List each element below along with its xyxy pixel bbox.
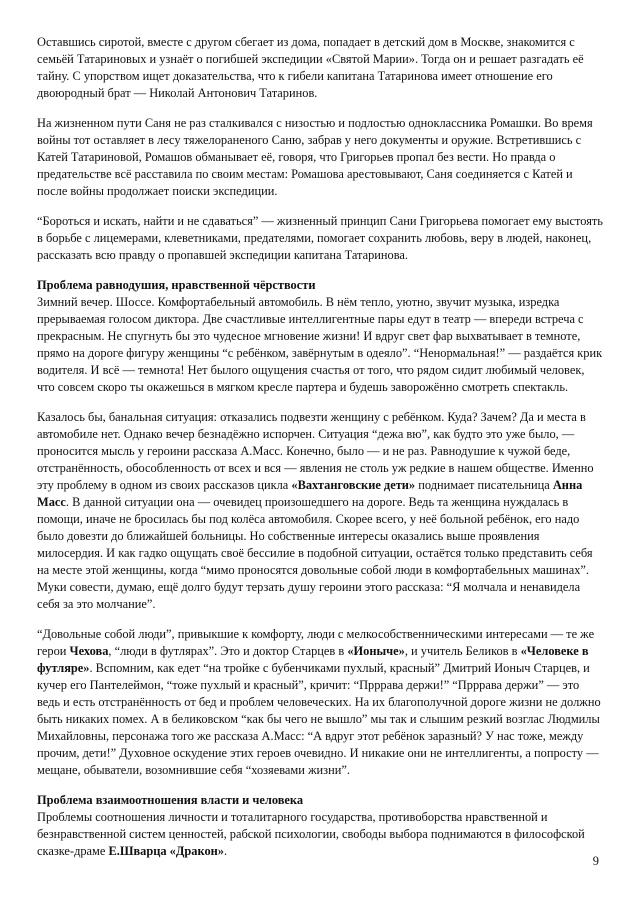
work-man-in-case: «Человеке в футляре» [37,644,589,675]
text-run: . [224,844,228,858]
book-title-vakhtangov-children: «Вахтанговские дети» [291,478,416,492]
text-run: Проблемы соотношения личности и тоталитарного государства, противоборства нравственной и безнравственной систем ценностей, рабской психологии, свободы выбора поднимаются в философской сказке-драме [37,810,585,858]
section-heading-power: Проблема взаимоотношения власти и человека [37,793,304,807]
text-run: . В данной ситуации она — очевидец произошедшего на дороге. Ведь та женщина нуждалась в помощи, иначе не бросилась бы под колёса автомобиля. Скорее всего, у неё больной ребёнок, его надо было довезти до ближайшей больницы. Но собственные интересы оказались выше проявления милосердия. И как гадко ощущать своё бессилие в подобной ситуации, остаётся только представить себя на месте этой женщины, когда “мимо проносятся довольные собой люди в комфортабельных машинах”. Муки совести, думаю, ещё долго будут терзать душу героини этого рассказа: “Я молчала и ненавидела себя за это молчание”. [37,495,593,611]
section-power-and-man [37,792,603,860]
page-number: 9 [592,854,599,868]
section-heading-indifference: Проблема равнодушия, нравственной чёрствости [37,278,316,292]
paragraph-banal-situation [37,409,603,613]
text-run: Казалось бы, банальная ситуация: отказались подвезти женщину с ребёнком. Куда? Зачем? Да и места в автомобиле нет. Однако вечер безнадёжно испорчен. Ситуация “дежа вю”, как будто это уже было, — проносится мысль у героини рассказа А.Масс. Конечно, было — и не раз. Равнодушие к чужой беде, отстранённость, обособленность от всех и вся — явления не столь уж редкие в нашем обществе. Именно эту проблему в одном из своих рассказов цикла [37,410,594,492]
author-chekhov: Чехова [69,644,109,658]
text-run: , и учитель Беликов в [404,644,521,658]
paragraph-totalitarian [37,809,603,860]
text-run: поднимает писательница [415,478,553,492]
paragraph-intro-3: “Бороться и искать, найти и не сдаваться” — жизненный принцип Сани Григорьева помогает ему выстоять в борьбе с лицемерами, клеветниками, предателями, помогает сохранить любовь, веру в людей, наконец, рассказать всю правду о пропавшей экспедиции капитана Татаринова. [37,214,603,262]
paragraph-chekhov [37,626,603,779]
text-run: . Вспомним, как едет “на тройке с бубенчиками пухлый, красный” Дмитрий Ионыч Старцев, и кучер его Пантелеймон, “тоже пухлый и красный”, кричит: “Прррава держи!” “Прррава держи” — это ведь и есть отстранённость от бед и проблем человеческих. На их благополучной дороге жизни не должно быть никаких помех. А в беликовском “как бы чего не вышло” мы так и слышим резкий возглас Людмилы Михайловны, персонажа того же рассказа А.Масс: “А вдруг этот ребёнок заразный? У нас тоже, между прочим, дети!” Духовное оскудение этих героев очевидно. И никакие они не интеллигенты, а попросту — мещане, обыватели, возомнившие себя “хозяевами жизни”. [37,661,601,777]
paragraph-intro-1: Оставшись сиротой, вместе с другом сбегает из дома, попадает в детский дом в Москве, знакомится с семьёй Татариновых и узнаёт о погибшей экспедиции «Святой Марии». Тогда он и решает разгадать её тайну. С упорством ищет доказательства, что к гибели капитана Татаринова имеет отношение его двоюродный брат — Николай Антонович Татаринов. [37,35,584,100]
author-anna-mass: Анна Масс [37,478,583,509]
document-page [37,34,603,873]
section-indifference [37,277,603,396]
text-run: “Довольные собой люди”, привыкшие к комфорту, люди с мелкособственническими интересами — те же герои [37,627,595,658]
work-dragon: Е.Шварца «Дракон» [108,844,224,858]
paragraph-intro-2: На жизненном пути Саня не раз сталкивался с низостью и подлостью одноклассника Ромашки. Во время войны тот оставляет в лесу тяжелораненого Саню, забрав у него документы и оружие. Встретившись с Катей Татариновой, Ромашов обманывает её, говоря, что Григорьев пропал без вести. Но правда о предательстве всё расставила по своим местам: Ромашова арестовывают, Саня соединяется с Катей и после войны продолжает поиски экспедиции. [37,116,593,198]
text-run: , “люди в футлярах”. Это и доктор Старцев в [108,644,348,658]
paragraph-winter-evening: Зимний вечер. Шоссе. Комфортабельный автомобиль. В нём тепло, уютно, звучит музыка, изредка прерываемая голосом диктора. Две счастливые интеллигентные пары едут в театр — впереди встреча с прекрасным. Не спугнуть бы это чудесное мгновение жизни! И вдруг свет фар выхватывает в темноте, прямо на дороге фигуру женщины “с ребёнком, завёрнутым в одеяло”. “Ненормальная!” — раздаётся крик водителя. И всё — темнота! Нет былого ощущения счастья от того, что рядом сидит любимый человек, что совсем скоро ты окажешься в мягком кресле партера и будешь заворожённо смотреть спектакль. [37,295,603,394]
work-ionych: «Ионыче» [347,644,405,658]
